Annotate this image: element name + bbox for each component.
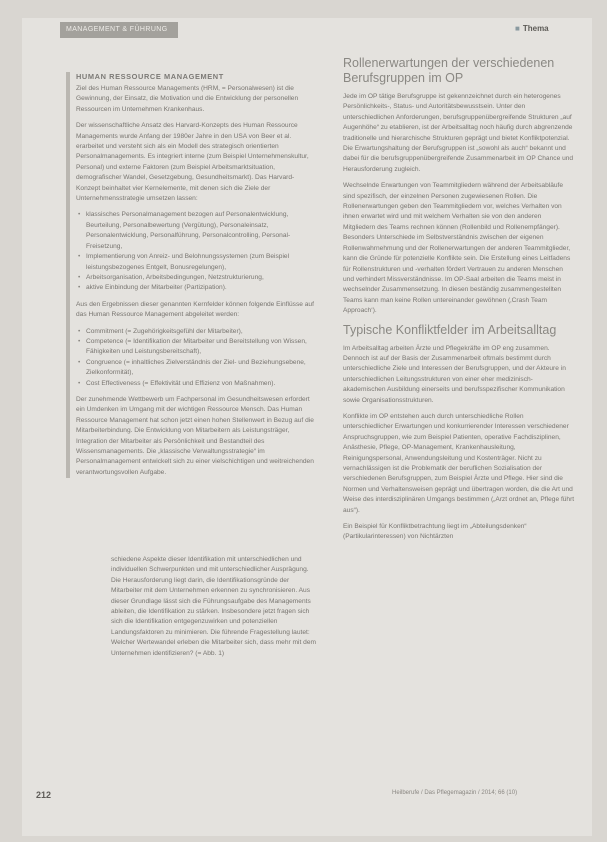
hrm-paragraph-1: Ziel des Human Ressource Managements (HRM, = Personalwesen) ist die Gewinnung, der Einsatz, die Motivation und die Entwicklung der personellen Ressourcen im Unternehmen Krankenhaus. [76,85,299,113]
hrm-paragraph-2: Der wissenschaftliche Ansatz des Harvard-Konzepts des Human Ressource Managements wurde Anfang der 1980er Jahre in den USA von Beer et al. erarbeitet und versteht sich als ein Modell des strategisch orientierten Personalmanagements. Es integriert interne (zum Beispiel Unternehmenskultur, Personal) und externe Faktoren (zum Beispiel Arbeitsmarktsituation, demografischer Wandel, Gesetzgebung, Gesundheitsmarkt). Das Harvard-Konzept beinhaltet vier Kernelemente, mit denen sich die Ziele der Unternehmensstrategie umsetzen lassen: [76,122,309,203]
hrm-paragraph-4: Der zunehmende Wettbewerb um Fachpersonal im Gesundheitswesen erfordert ein Umdenken im Umgang mit der wichtigen Ressource Mensch. Das Human Ressource Management hat schon jetzt einen hohen Stellenwert in Bezug auf die Mitarbeiterbindung. Die Entwicklung von Mitarbeitern als Leistungsträger, Integration der Mitarbeiter als Persönlichkeit und Bestandteil des Wissensmanagements. Die „klassische Verwaltungsstrategie“ im Personalmanagement entwickelt sich zu einer vielschichtigen und weitreichenden verantwortungsvollen Aufgabe. [76,395,314,476]
thema-label [515,24,549,33]
list-item: • aktive Einbindung der Mitarbeiter (Partizipation). [86,283,314,293]
right-paragraph-5: Ein Beispiel für Konfliktbetrachtung liegt im „Abteilungsdenken“ (Partikularinteressen) von Nichtärzten [343,523,527,541]
right-paragraph-1: Jede im OP tätige Berufsgruppe ist gekennzeichnet durch ein heterogenes Persönlichkeits-, Status- und Autoritätsbewusstsein. Unter den unterschiedlichen Anforderungen, berufsgruppenübergreifende Strukturen „auf Augenhöhe“ zu etablieren, ist der Arbeitsalltag noch häufig durch abgrenzende traditionelle und hierarchische Strukturen geprägt und bietet Konfliktpotenzial. Die Erwartungshaltung der Berufsgruppen ist „sowohl als auch“ bekannt und dabei für die berufsgruppenübergreifende Zusammenarbeit im OP Chance und Herausforderung zugleich. [343,93,574,173]
right-paragraph-3: Im Arbeitsalltag arbeiten Ärzte und Pflegekräfte im OP eng zusammen. Dennoch ist auf der Basis der Zusammenarbeit oftmals bestimmt durch unterschiedliche Ziele und Interessen der Berufsgruppen, und der Akteure in unterschiedlichen Leitungsstrukturen von einer eher medizinisch-akademischen Ausbildung einerseits und berufsspezifischer Kommunikation sowie Organisationsstrukturen. [343,344,566,404]
identifikation-paragraph: schiedene Aspekte dieser Identifikation mit unterschiedlichen und individuellen Schwerpunkten und mit unterschiedlicher Ausprägung. Die Herausforderung liegt darin, die Identifikationsgründe der Mitarbeiter mit dem Unternehmen erkennen zu synchronisieren. Aus dieser Grundlage lässt sich die Führungsaufgabe des Managements ableiten, die Identifikation zu stärken. Insbesondere jetzt fragen sich sich die Identifikation entgegenzuwirken und potenziellen Landungsfaktoren zu minimieren. Die führende Fragestellung lautet: Welcher Wertewandel erleben die Mitarbeiter sich, dass mehr mit dem Unternehmen identifizieren? (= Abb. 1) [111,556,316,657]
hrm-heading: HUMAN RESSOURCE MANAGEMENT [76,72,224,81]
section-tab: MANAGEMENT & FÜHRUNG [60,22,178,38]
thema-marker-icon: ■ [515,24,520,33]
list-item: • Implementierung von Anreiz- und Belohnungssystemen (zum Beispiel leistungsbezogenes Entgelt, Bonusregelungen), [86,252,314,273]
thema-label-text: Thema [522,24,549,33]
list-item: • Commitment (= Zugehörigkeitsgefühl der Mitarbeiter), [86,327,314,337]
footer-citation: Heilberufe / Das Pflegemagazin / 2014; 66 (10) [392,790,518,796]
hrm-paragraph-3: Aus den Ergebnissen dieser genannten Kernfelder können folgende Einflüsse auf das Human Ressource Management abgeleitet werden: [76,300,314,319]
right-column [343,56,575,549]
right-paragraph-2: Wechselnde Erwartungen von Teammitgliedern während der Arbeitsabläufe sind spezifisch, der einzelnen Personen zugewiesenen Rollen. Die Rollenerwartungen geben den Teammitgliedern vor, welches Verhalten von ihnen erwartet wird und mit welchem Verhalten sie von den anderen Mitgliedern des Teams rechnen können (Rollenbild und Rollenempfänger). Besonders Unterschiede im Selbstverständnis zwischen der eigenen Rollenwahrnehmung und der Rollenerwartungen der anderen Teammitglieder, kann die Gründe für potenzielle Konflikte sein. Die Erstellung eines Leitfadens für Rollenstrukturen und -verhalten fördert Vertrauen zu anderen Menschen und verhindert Missverständnisse. Im OP-Saal arbeiten die Teams meist in wechselnder Zusammensetzung. In diesen beständig zusammengestellten Teams kann man keine Rollen untereinander gewöhnen (‚Crash Team Approach‘). [343,182,571,315]
heading-rollenerwartungen: Rollenerwartungen der verschiedenen Berufsgruppen im OP [343,56,555,85]
page-number: 212 [36,790,52,800]
list-item: • klassisches Personalmanagement bezogen auf Personalentwicklung, Beurteilung, Personalbewertung (Vergütung), Personaleinsatz, Personalentwicklung, Personalführung, Personalcontrolling, Personal-Freisetzung, [86,210,314,252]
list-item: • Congruence (= inhaltliches Zielverständnis der Ziel- und Beziehungsebene, Zielkonformität), [86,358,314,379]
einfluesse-list [76,327,314,389]
heading-konfliktfelder: Typische Konfliktfelder im Arbeitsalltag [343,322,557,337]
list-item: • Arbeitsorganisation, Arbeitsbedingungen, Netzstrukturierung, [86,273,314,283]
right-paragraph-4: Konflikte im OP entstehen auch durch unterschiedliche Rollen unterschiedlicher Erwartungen und konkurrierender Interessen verschiedener Anspruchsgruppen, wie zum Beispiel Patienten, operative Fachdisziplinen, Anästhesie, Pflege, OP-Management, Krankenhausleitung, Reinigungspersonal, Anwendungsleitung und Kostenträger. Nicht zu vernachlässigen ist die Problematik der beruflichen Sozialisation der verschiedenen Berufsgruppen, zum Beispiel Ärzte und Pflege. Hier sind die Normen und Verhaltensweisen geprägt und übertragen worden, die die Art und Weise des interdisziplinären Umgangs bestimmen („Arzt ordnet an, Pflege führt aus“). [343,412,575,514]
bottom-left-column [111,555,316,665]
hrm-box [66,72,314,478]
list-item: • Cost Effectiveness (= Effektivität und Effizienz von Maßnahmen). [86,379,314,389]
list-item: • Competence (= Identifikation der Mitarbeiter und Bereitstellung von Wissen, Fähigkeiten und Leistungsbereitschaft), [86,337,314,358]
left-column [66,68,314,486]
kernelements-list [76,210,314,293]
